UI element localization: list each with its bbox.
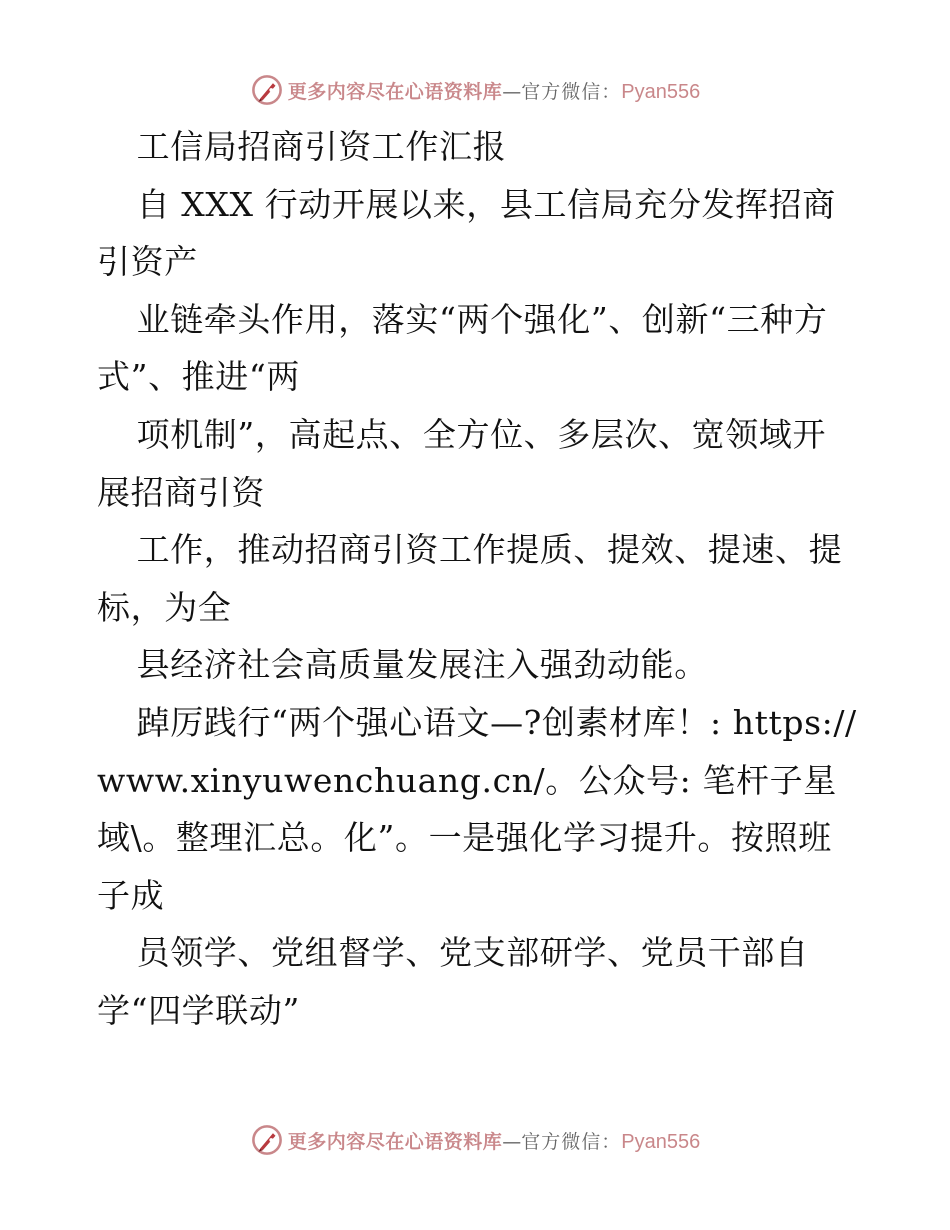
banner-wechat-label: 官方微信： [521, 1130, 622, 1153]
banner-main-text: 更多内容尽在心语资料库 [287, 1130, 503, 1153]
banner-main-text: 更多内容尽在心语资料库 [287, 80, 503, 103]
quill-logo-icon [250, 1123, 284, 1157]
header-watermark-banner [0, 70, 950, 110]
paragraph: 踔厉践行“两个强心语文—?创素材库！: https://www.xinyuwenchuang.cn/。公众号: 笔杆子星域\。整理汇总。化”。一是强化学习提升。按照班子成 [97, 702, 857, 915]
banner-wechat-label: 官方微信： [521, 80, 622, 103]
footer-watermark-banner [0, 1120, 950, 1160]
quill-logo-icon [250, 73, 284, 107]
document-title: 工信局招商引资工作汇报 [136, 127, 507, 166]
paragraph: 业链牵头作用，落实“两个强化”、创新“三种方式”、推进“两 [97, 299, 828, 397]
banner-wechat-id: Pyan556 [621, 80, 701, 103]
banner-separator: — [502, 1130, 522, 1153]
document-body [97, 118, 857, 1040]
banner-separator: — [502, 80, 522, 103]
paragraph: 县经济社会高质量发展注入强劲动能。 [136, 645, 708, 685]
paragraph: 员领学、党组督学、党支部研学、党员干部自学“四学联动” [97, 933, 809, 1030]
paragraph: 工作，推动招商引资工作提质、提效、提速、提标，为全 [97, 530, 843, 627]
paragraph: 项机制”，高起点、全方位、多层次、宽领域开展招商引资 [97, 414, 827, 512]
banner-wechat-id: Pyan556 [621, 1130, 701, 1153]
paragraph: 自 XXX 行动开展以来，县工信局充分发挥招商引资产 [97, 184, 836, 282]
